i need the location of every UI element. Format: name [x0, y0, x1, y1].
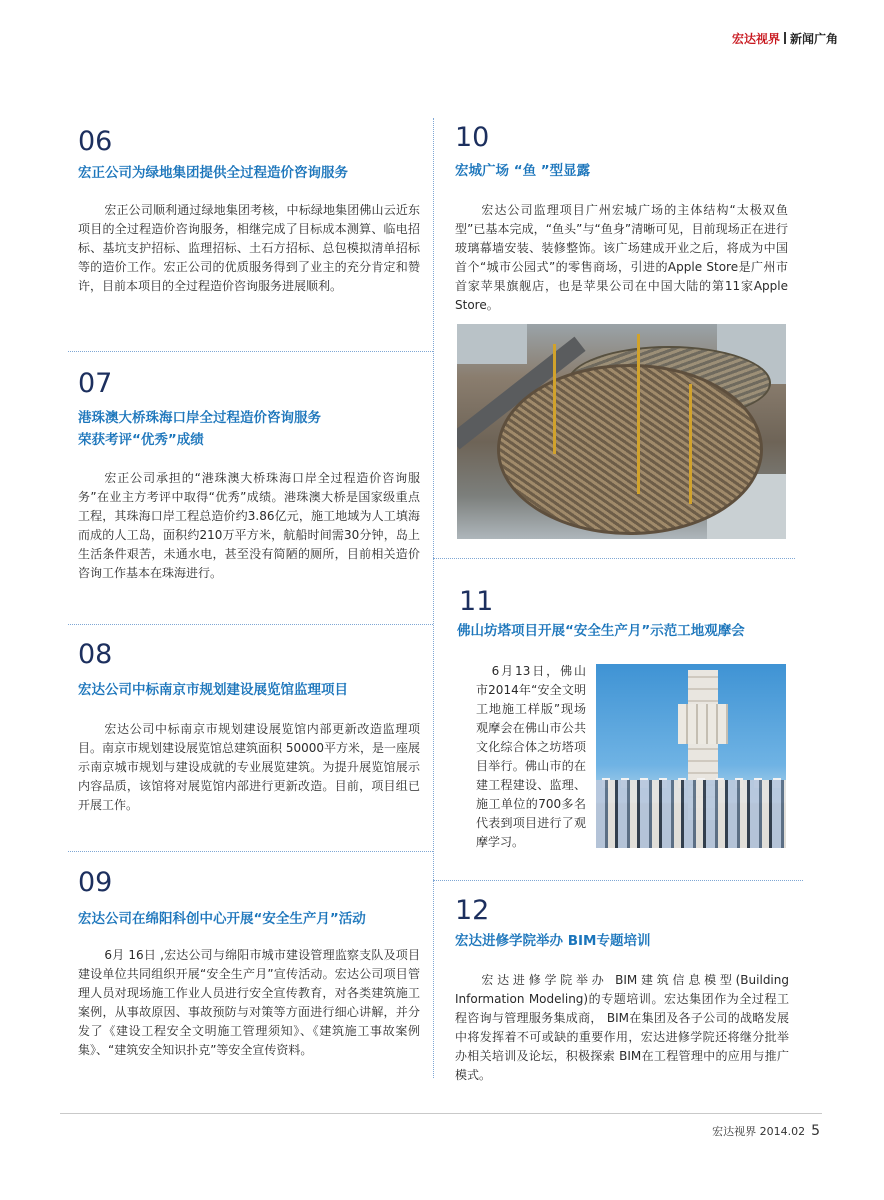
page-header: [732, 30, 838, 47]
article-title: 宏达公司在绵阳科创中心开展“安全生产月”活动: [78, 911, 366, 927]
article-title: 佛山坊塔项目开展“安全生产月”示范工地观摩会: [457, 623, 745, 639]
divider-10-11: [433, 558, 795, 559]
footer-rule: [60, 1113, 822, 1114]
photo-crane: [689, 384, 692, 504]
article-number: 10: [455, 122, 490, 153]
article-body: 宏达进修学院举办 BIM建筑信息模型(Building Information Modeling)的专题培训。宏达集团作为全过程工程咨询与管理服务集成商， BIM在集团及各子公司的战略发展中将发挥着不可或缺的重要作用，宏达进修学院还将继分批举办相关培训及论坛，积极探索 BIM在工程管理中的应用与推广模式。: [455, 973, 789, 1082]
footer-magazine: 宏达视界 2014.02: [712, 1125, 806, 1138]
article-body: 6月13日，佛山市2014年“安全文明工地施工样版”现场观摩会在佛山市公共文化综合体之坊塔项目举行。佛山市的在建工程建设、监理、施工单位的700多名代表到项目进行了观摩学习。: [476, 664, 586, 849]
divider-11-12: [433, 880, 803, 881]
article-number: 09: [78, 867, 113, 898]
article-number: 08: [78, 639, 113, 670]
article-title: 宏正公司为绿地集团提供全过程造价咨询服务: [78, 165, 348, 181]
tower-site-photo: [596, 664, 786, 848]
photo-tower-block: [678, 704, 728, 744]
page-number: 5: [811, 1123, 820, 1139]
photo-crane: [553, 344, 556, 454]
photo-crane: [637, 334, 640, 494]
mall-construction-photo: [457, 324, 786, 539]
article-body: 6月 16日 ,宏达公司与绵阳市城市建设管理监察支队及项目建设单位共同组织开展“安全生产月”宣传活动。宏达公司项目管理人员对现场施工作业人员进行安全宣传教育，对各类建筑施工案例，从事故原因、事故预防与对策等方面进行细心讲解，并分发了《建设工程安全文明施工管理须知》、《建筑施工事故案例集》、“建筑安全知识扑克”等安全宣传资料。: [78, 948, 420, 1057]
header-brand: 宏达视界: [731, 32, 780, 46]
article-title-line2: 荣获考评“优秀”成绩: [78, 432, 204, 448]
divider-06-07: [68, 351, 433, 352]
page-footer: [712, 1123, 820, 1139]
photo-structure-body: [497, 364, 763, 535]
article-number: 11: [459, 586, 494, 617]
article-number: 07: [78, 368, 113, 399]
header-section: 新闻广角: [789, 32, 838, 46]
photo-building: [457, 324, 527, 364]
article-body: 宏正公司承担的“港珠澳大桥珠海口岸全过程造价咨询服务”在业主方考评中取得“优秀”成绩。港珠澳大桥是国家级重点工程，其珠海口岸工程总造价约3.86亿元，施工地域为人工填海而成的人工岛，面积约210万平方米，航船时间需30分钟，岛上生活条件艰苦，未通水电，甚至没有简陋的厕所，目前相关造价咨询工作基本在珠海进行。: [78, 471, 420, 580]
article-body: 宏达公司监理项目广州宏城广场的主体结构“太极双鱼型”已基本完成，“鱼头”与“鱼身”清晰可见，目前现场正在进行玻璃幕墙安装、装修整饰。该广场建成开业之后，将成为中国首个“城市公园式”的零售商场，引进的Apple Store是广州市首家苹果旗舰店，也是苹果公司在中国大陆的第11家Apple Store。: [455, 203, 788, 312]
header-separator: [784, 32, 786, 44]
divider-08-09: [68, 851, 433, 852]
article-title: 宏达公司中标南京市规划建设展览馆监理项目: [78, 682, 348, 698]
article-body: 宏正公司顺利通过绿地集团考核，中标绿地集团佛山云近东项目的全过程造价咨询服务，相继完成了目标成本测算、临电招标、基坑支护招标、监理招标、土石方招标、总包模拟清单招标等的造价工作。宏正公司的优质服务得到了业主的充分肯定和赞许，目前本项目的全过程造价咨询服务进展顺利。: [78, 203, 420, 293]
article-number: 06: [78, 126, 113, 157]
article-body: 宏达公司中标南京市规划建设展览馆内部更新改造监理项目。南京市规划建设展览馆总建筑面积 50000平方米，是一座展示南京城市规划与建设成就的专业展览建筑。为提升展览馆展示内容品质，该馆将对展览馆内部进行更新改造。目前，项目组已开展工作。: [78, 722, 420, 812]
photo-attendees: [596, 780, 786, 848]
divider-07-08: [68, 624, 433, 625]
article-title: 宏城广场 “鱼 ”型显露: [455, 163, 591, 179]
column-divider: [433, 118, 434, 1078]
article-number: 12: [455, 895, 490, 926]
article-title: 宏达进修学院举办 BIM专题培训: [455, 933, 651, 949]
article-title: 港珠澳大桥珠海口岸全过程造价咨询服务: [78, 410, 321, 426]
